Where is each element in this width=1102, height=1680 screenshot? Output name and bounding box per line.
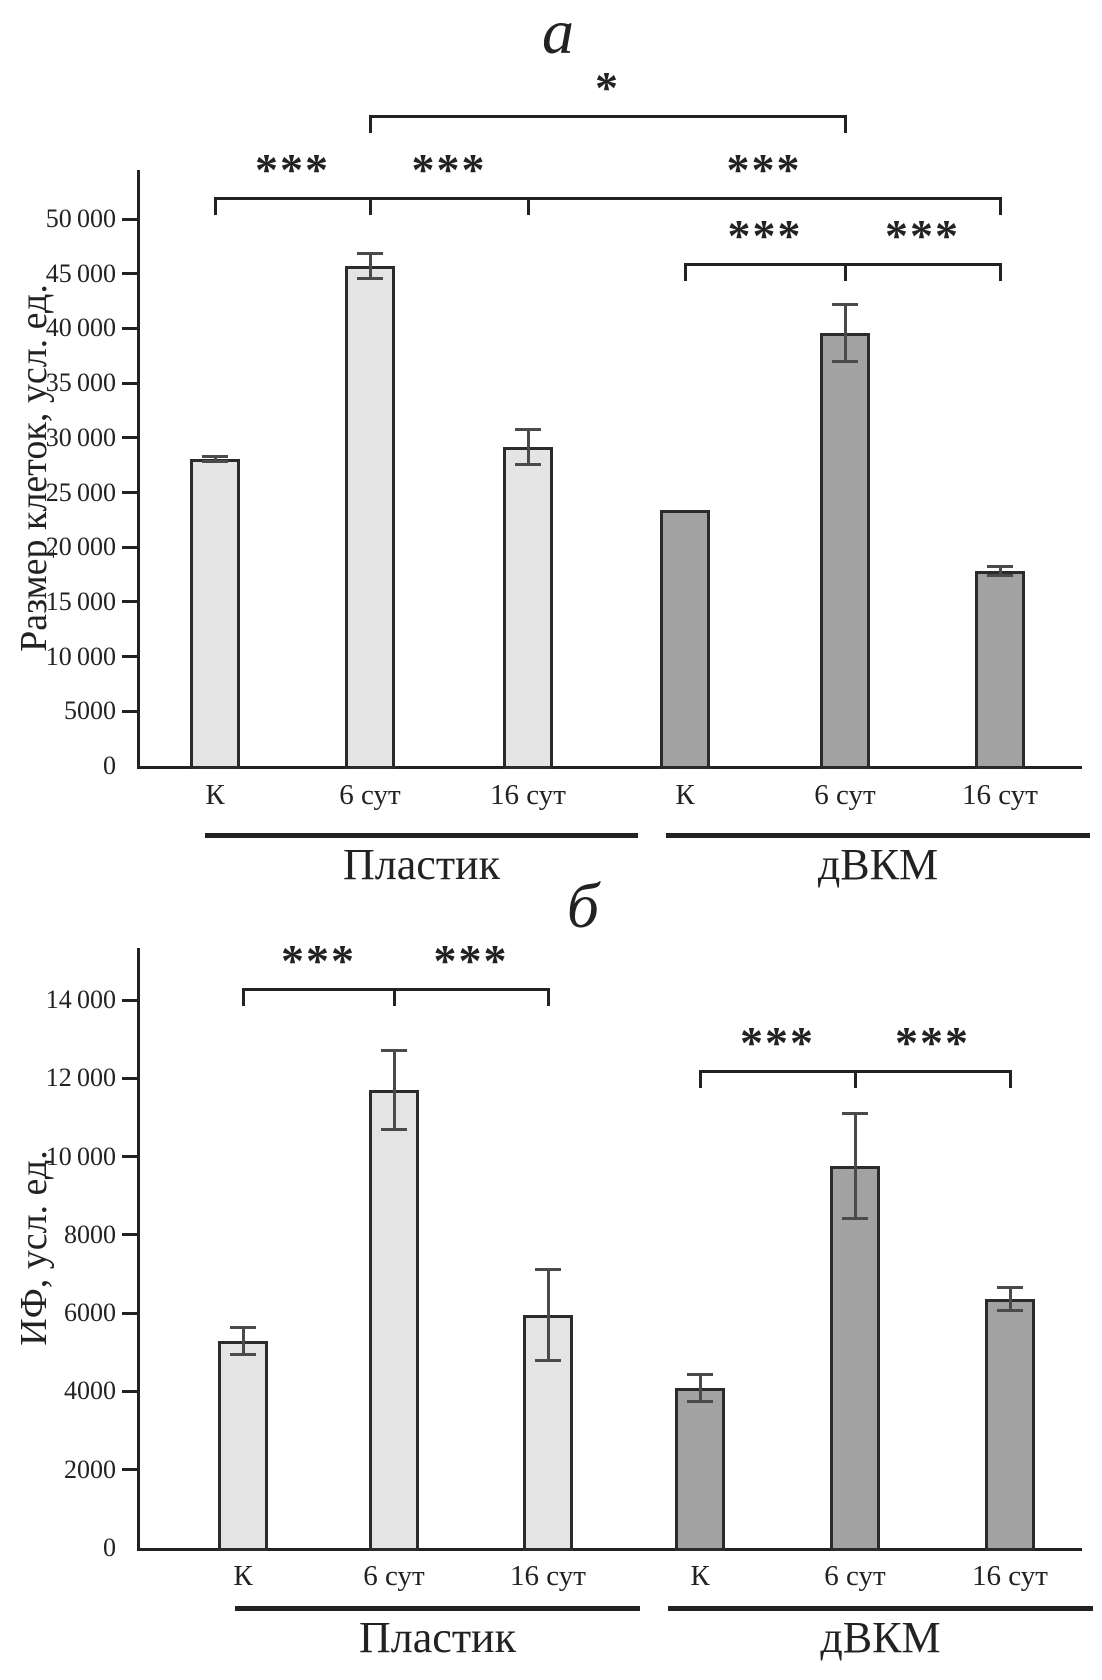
- y-tick-mark: [122, 272, 137, 275]
- error-cap: [515, 463, 541, 466]
- y-tick-label: 6000: [64, 1298, 116, 1328]
- error-bar: [844, 305, 847, 362]
- x-category-label: 16 сут: [962, 779, 1038, 811]
- x-category-label: 6 сут: [824, 1560, 886, 1592]
- significance-stars: ***: [411, 144, 487, 195]
- significance-stars: ***: [895, 1017, 970, 1068]
- x-axis-line: [137, 1548, 1082, 1551]
- x-category-label: К: [690, 1560, 710, 1592]
- significance-stars: ***: [433, 935, 509, 986]
- significance-stars: *: [595, 62, 620, 113]
- y-tick-label: 45 000: [45, 258, 116, 288]
- bar: [985, 1299, 1035, 1551]
- x-category-label: 6 сут: [339, 779, 401, 811]
- y-tick-label: 35 000: [45, 368, 116, 398]
- error-cap: [842, 1217, 868, 1220]
- panel-title: а: [542, 0, 574, 67]
- y-tick-label: 10 000: [45, 1141, 116, 1171]
- y-tick-mark: [122, 710, 137, 713]
- y-tick-mark: [122, 600, 137, 603]
- significance-stars: ***: [885, 210, 960, 261]
- error-bar: [547, 1270, 550, 1360]
- bracket-tick: [369, 197, 372, 215]
- y-tick-label: 5000: [64, 696, 116, 726]
- bar: [190, 459, 240, 769]
- significance-stars: ***: [740, 1017, 815, 1068]
- y-tick-mark: [122, 546, 137, 549]
- error-cap: [230, 1353, 256, 1356]
- bar: [369, 1090, 419, 1551]
- error-bar: [527, 429, 530, 464]
- group-underline: [205, 833, 638, 838]
- x-category-label: К: [233, 1560, 253, 1592]
- bar: [830, 1166, 880, 1551]
- bracket-tick: [844, 115, 847, 133]
- y-tick-label: 14 000: [45, 985, 116, 1014]
- error-bar: [699, 1374, 702, 1401]
- x-category-label: 16 сут: [972, 1560, 1048, 1592]
- error-cap: [997, 1286, 1023, 1289]
- bar: [975, 571, 1025, 769]
- error-bar: [1009, 1287, 1012, 1310]
- significance-stars: ***: [727, 210, 803, 261]
- bracket-tick: [699, 1070, 702, 1088]
- bracket-tick: [684, 263, 687, 281]
- error-cap: [202, 460, 228, 463]
- bar: [345, 266, 395, 769]
- bar: [660, 510, 710, 769]
- y-tick-mark: [122, 491, 137, 494]
- error-cap: [535, 1359, 561, 1362]
- y-tick-label: 25 000: [45, 477, 116, 507]
- bracket-tick: [547, 988, 550, 1006]
- bracket-tick: [242, 988, 245, 1006]
- x-category-label: К: [675, 779, 695, 811]
- y-tick-label: 50 000: [45, 204, 116, 233]
- y-tick-mark: [122, 1390, 137, 1393]
- bracket-tick: [214, 197, 217, 215]
- y-tick-label: 15 000: [45, 586, 116, 616]
- y-tick-label: 0: [103, 1533, 116, 1562]
- y-tick-mark: [122, 436, 137, 439]
- x-category-label: 16 сут: [510, 1560, 586, 1592]
- error-cap: [997, 1309, 1023, 1312]
- group-label: Пластик: [359, 1613, 516, 1662]
- error-cap: [535, 1268, 561, 1271]
- error-cap: [842, 1112, 868, 1115]
- group-label: Пластик: [343, 840, 500, 889]
- x-category-label: 16 сут: [490, 779, 566, 811]
- error-cap: [987, 565, 1013, 568]
- significance-stars: ***: [281, 935, 356, 986]
- bracket-tick: [844, 263, 847, 281]
- bracket-tick: [393, 988, 396, 1006]
- error-cap: [381, 1049, 407, 1052]
- bracket-tick: [527, 197, 530, 215]
- y-tick-label: 30 000: [45, 422, 116, 452]
- y-axis-label: Размер клеток, усл. ед.: [13, 284, 55, 652]
- error-cap: [687, 1400, 713, 1403]
- bar: [218, 1341, 268, 1551]
- panel-title: б: [566, 870, 600, 941]
- group-label: дВКМ: [820, 1613, 941, 1662]
- group-underline: [235, 1606, 640, 1611]
- group-label: дВКМ: [817, 840, 939, 889]
- group-underline: [666, 833, 1090, 838]
- y-tick-label: 12 000: [45, 1063, 116, 1093]
- y-axis-line: [137, 170, 140, 769]
- y-tick-mark: [122, 382, 137, 385]
- y-axis-line: [137, 948, 140, 1551]
- y-tick-label: 20 000: [45, 532, 116, 562]
- bracket-tick: [999, 263, 1002, 281]
- significance-bracket: [369, 115, 847, 118]
- x-category-label: 6 сут: [814, 779, 876, 811]
- error-cap: [202, 455, 228, 458]
- error-cap: [230, 1326, 256, 1329]
- significance-bracket: [242, 988, 550, 991]
- y-tick-label: 2000: [64, 1454, 116, 1484]
- error-cap: [832, 360, 858, 363]
- bar: [503, 447, 553, 769]
- x-category-label: К: [205, 779, 225, 811]
- bracket-tick: [854, 1070, 857, 1088]
- y-tick-mark: [122, 655, 137, 658]
- error-cap: [515, 428, 541, 431]
- y-tick-mark: [122, 1312, 137, 1315]
- y-tick-mark: [122, 1233, 137, 1236]
- error-bar: [393, 1051, 396, 1129]
- y-tick-mark: [122, 327, 137, 330]
- bar: [675, 1388, 725, 1551]
- y-tick-mark: [122, 1077, 137, 1080]
- significance-stars: ***: [726, 144, 802, 195]
- y-tick-mark: [122, 999, 137, 1002]
- y-tick-label: 4000: [64, 1376, 116, 1406]
- y-tick-label: 40 000: [45, 313, 116, 343]
- error-bar: [242, 1327, 245, 1354]
- y-tick-mark: [122, 218, 137, 221]
- error-cap: [357, 252, 383, 255]
- x-category-label: 6 сут: [363, 1560, 425, 1592]
- bracket-tick: [369, 115, 372, 133]
- error-bar: [854, 1113, 857, 1219]
- error-cap: [357, 277, 383, 280]
- significance-bracket: [214, 197, 1002, 200]
- bracket-tick: [999, 197, 1002, 215]
- error-cap: [832, 303, 858, 306]
- significance-bracket: [684, 263, 1002, 266]
- x-axis-line: [137, 766, 1082, 769]
- bar: [820, 333, 870, 769]
- y-tick-label: 0: [103, 751, 116, 780]
- error-cap: [381, 1128, 407, 1131]
- y-tick-label: 10 000: [45, 641, 116, 671]
- error-bar: [369, 254, 372, 278]
- bracket-tick: [1009, 1070, 1012, 1088]
- y-tick-label: 8000: [64, 1219, 116, 1249]
- error-cap: [987, 574, 1013, 577]
- y-axis-label: ИФ, усл. ед.: [13, 1150, 55, 1346]
- significance-stars: ***: [255, 144, 330, 195]
- group-underline: [668, 1606, 1093, 1611]
- y-tick-mark: [122, 1468, 137, 1471]
- error-cap: [687, 1373, 713, 1376]
- y-tick-mark: [122, 1155, 137, 1158]
